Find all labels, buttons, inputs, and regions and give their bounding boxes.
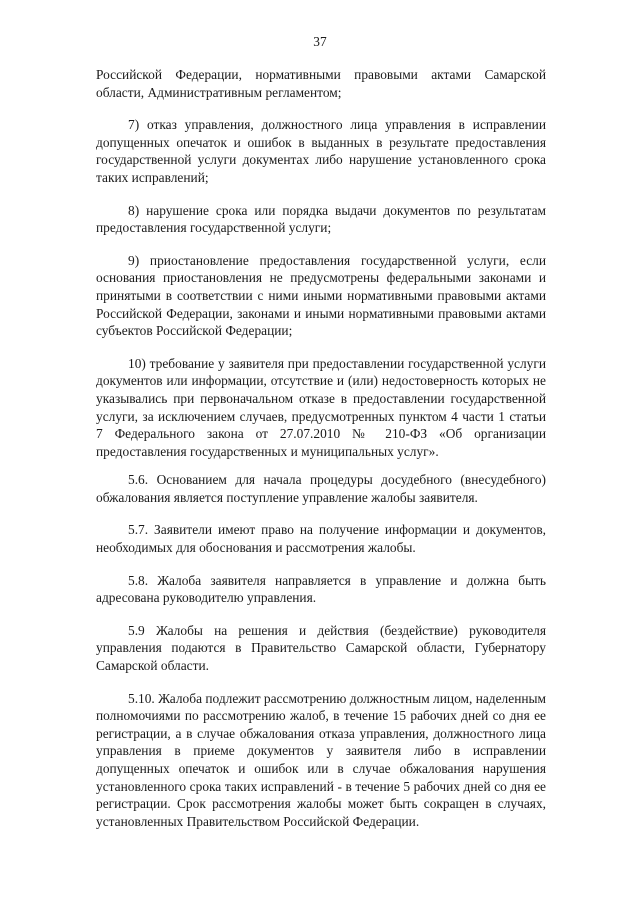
paragraph-5-10: 5.10. Жалоба подлежит рассмотрению должностным лицом, наделенным полномочиями по рассмотрению жалоб, в течение 15 рабочих дней со дня ее регистрации, а в случае обжалования отказа управления, должностного лица управления в приеме документов у заявителя либо в исправлении допущенных опечаток и ошибок или в случае обжалования нарушения установленного срока таких исправлений - в течение 5 рабочих дней со дня ее регистрации. Срок рассмотрения жалобы может быть сокращен в случаях, установленных Правительством Российской Федерации.: [96, 690, 546, 829]
paragraph-5-6: 5.6. Основанием для начала процедуры досудебного (внесудебного) обжалования является поступление управление жалобы заявителя.: [96, 472, 546, 505]
paragraph-5-8: 5.8. Жалоба заявителя направляется в управление и должна быть адресована руководителю управления.: [96, 572, 546, 606]
paragraph-continuation: Российской Федерации, нормативными правовыми актами Самарской области, Административным регламентом;: [96, 67, 546, 100]
paragraph-5-7: 5.7. Заявители имеют право на получение информации и документов, необходимых для обоснования и рассмотрения жалобы.: [96, 522, 546, 556]
paragraph-item-8: 8) нарушение срока или порядка выдачи документов по результатам предоставления государственной услуги;: [96, 202, 546, 236]
paragraph-item-9: 9) приостановление предоставления государственной услуги, если основания приостановления не предусмотрены федеральными законами и принятыми в соответствии с ними иными нормативными правовыми актами Российской Федерации, законами и иными нормативными правовыми актами субъектов Российской Федерации;: [96, 252, 546, 339]
document-body: [96, 66, 546, 845]
page-number: 37: [313, 34, 327, 49]
paragraph-item-10: 10) требование у заявителя при предоставлении государственной услуги документов или информации, отсутствие и (или) недостоверность которых не указывались при первоначальном отказе в предоставлении государственной услуги, за исключением случаев, предусмотренных пунктом 4 части 1 статьи 7 Федерального закона от 27.07.2010 № 210-ФЗ «Об организации предоставления государственных и муниципальных услуг».: [96, 355, 546, 459]
paragraph-item-7: 7) отказ управления, должностного лица управления в исправлении допущенных опечаток и ошибок в выданных в результате предоставления государственной услуги документах либо нарушение установленного срока таких исправлений;: [96, 117, 546, 185]
paragraph-5-9: 5.9 Жалобы на решения и действия (бездействие) руководителя управления подаются в Правительство Самарской области, Губернатору Самарской области.: [96, 622, 546, 674]
